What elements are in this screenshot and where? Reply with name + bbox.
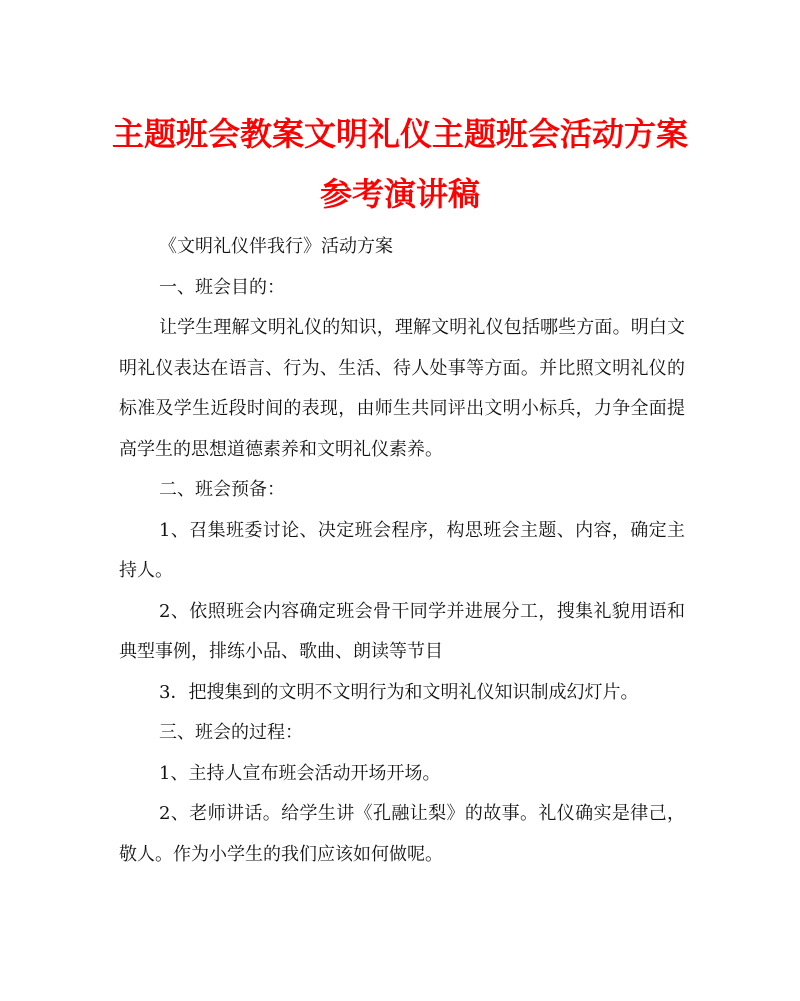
purpose-paragraph: 让学生理解文明礼仪的知识，理解文明礼仪包括哪些方面。明白文明礼仪表达在语言、行为、生活、待人处事等方面。并比照文明礼仪的标准及学生近段时间的表现，由师生共同评出文明小标兵，力争全面提高学生的思想道德素养和文明礼仪素养。 [119,317,685,460]
section-heading-process: 三、班会的过程： [159,722,303,743]
document-title [0,104,800,224]
process-item-2: 2、老师讲话。给学生讲《孔融让梨》的故事。礼仪确实是律己，敬人。作为小学生的我们应该如何做呢。 [119,803,685,865]
preparation-item-2: 2、依照班会内容确定班会骨干同学并进展分工，搜集礼貌用语和典型事例，排练小品、歌曲、朗读等节目 [119,600,685,662]
section-heading-preparation: 二、班会预备： [159,479,285,500]
process-item-1: 1、主持人宣布班会活动开场开场。 [159,762,441,784]
title-line-2: 参考演讲稿 [319,175,480,213]
plan-heading: 《文明礼仪伴我行》活动方案 [159,236,393,257]
title-line-1: 主题班会教案文明礼仪主题班会活动方案 [111,115,688,153]
preparation-item-1: 1、召集班委讨论、决定班会程序，构思班会主题、内容，确定主持人。 [119,519,685,581]
document-body [119,227,685,875]
section-heading-purpose: 一、班会目的： [159,276,285,298]
preparation-item-3: 3．把搜集到的文明不文明行为和文明礼仪知识制成幻灯片。 [159,681,639,703]
